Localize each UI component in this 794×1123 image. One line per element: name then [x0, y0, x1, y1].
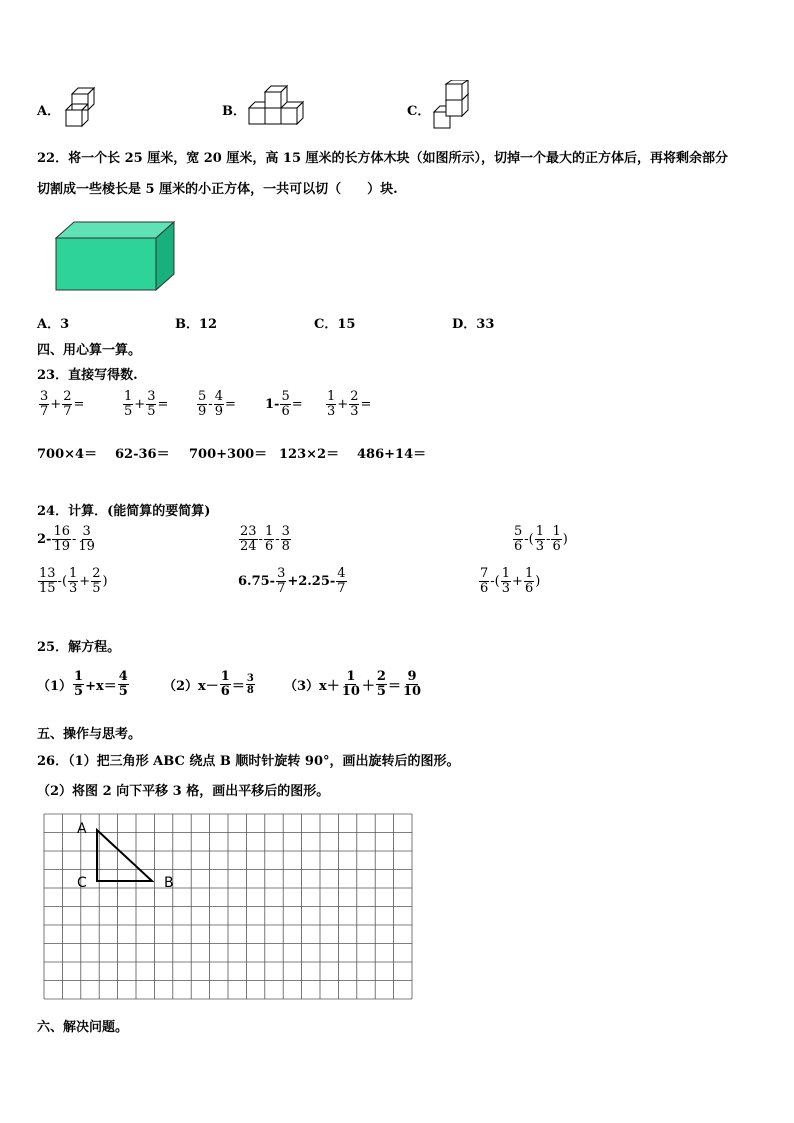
- q23-calc-5: 486+14＝: [357, 447, 427, 462]
- q25-title: 25．解方程。: [37, 640, 121, 655]
- label-c: C: [77, 875, 87, 891]
- q23-expr-5: $\frac{1}{3}$ + $\frac{2}{3}$ =: [327, 389, 372, 419]
- triangle-abc: [97, 830, 152, 881]
- numerator: 3: [40, 389, 49, 404]
- section5-heading: 五、操作与思考。: [37, 727, 142, 742]
- q23-title: 23．直接写得数.: [37, 368, 138, 383]
- q21-option-a: A．: [37, 104, 61, 119]
- q21-option-b: B．: [222, 104, 246, 119]
- q25-equation-3: （3）x＋ $\frac{1}{10}$ ＋ $\frac{2}{5}$ ＝ $\frac{9}{10}$: [284, 669, 422, 699]
- q24-expr-4: $\frac{13}{15}$ -( $\frac{1}{3}$ + $\frac{2}{5}$ ): [39, 566, 108, 596]
- numerator: 2: [63, 389, 72, 404]
- q21-figure-b: [245, 82, 307, 132]
- section6-heading: 六、解决问题。: [37, 1020, 129, 1035]
- equals-sign: =: [73, 397, 85, 412]
- denominator: 7: [40, 404, 49, 419]
- square-grid: [40, 810, 420, 1004]
- q25-equation-2: （2）x－ $\frac{1}{6}$ ＝ $\frac{3}{8}$: [163, 669, 254, 699]
- q26-text-line1: 26．（1）把三角形 ABC 绕点 B 顺时针旋转 90°，画出旋转后的图形。: [37, 754, 460, 769]
- q23-expr-3: $\frac{5}{9}$ - $\frac{4}{9}$ =: [198, 389, 236, 419]
- q26-text-line2: （2）将图 2 向下平移 3 格，画出平移后的图形。: [37, 784, 330, 799]
- q23-calc-2: 62-36＝: [115, 447, 170, 462]
- q23-expr-4: 1- $\frac{5}{6}$ =: [265, 389, 303, 419]
- q22-option-b: B．12: [175, 317, 218, 332]
- q24-expr-6: $\frac{7}{6}$ -( $\frac{1}{3}$ + $\frac{1}{6}$ ): [480, 566, 541, 596]
- q23-calc-4: 123×2＝: [279, 447, 340, 462]
- q24-expr-2: $\frac{23}{24}$ - $\frac{1}{6}$ - $\frac{3}{8}$: [240, 524, 290, 554]
- q21-figure-c: [430, 80, 474, 134]
- q23-expr-1: [38, 390, 84, 419]
- cuboid-figure: [52, 220, 178, 294]
- q24-expr-3: $\frac{5}{6}$ -( $\frac{1}{3}$ - $\frac{1}{6}$ ): [514, 524, 568, 554]
- q21-option-c: C．: [407, 104, 431, 119]
- q23-calc-1: 700×4＝: [37, 447, 98, 462]
- q23-calc-3: 700+300＝: [189, 447, 268, 462]
- operator: +: [50, 397, 62, 412]
- q21-figure-a: [60, 82, 100, 132]
- denominator: 7: [63, 404, 72, 419]
- label-b: B: [164, 875, 174, 891]
- q24-expr-5: 6.75- $\frac{3}{7}$ +2.25- $\frac{4}{7}$: [238, 566, 346, 596]
- q23-expr-2: $\frac{1}{5}$ + $\frac{3}{5}$ =: [124, 389, 169, 419]
- q25-equation-1: （1） $\frac{1}{5}$ +x＝ $\frac{4}{5}$: [37, 669, 128, 699]
- q22-text-line2: 切割成一些棱长是 5 厘米的小正方体，一共可以切（ ）块.: [37, 182, 398, 197]
- q22-option-c: C．15: [314, 317, 356, 332]
- q22-option-a: A．3: [37, 317, 70, 332]
- section4-heading: 四、用心算一算。: [37, 343, 142, 358]
- q22-option-d: D．33: [452, 317, 495, 332]
- label-a: A: [77, 821, 87, 837]
- q22-text-line1: 22．将一个长 25 厘米，宽 20 厘米，高 15 厘米的长方体木块（如图所示），切掉一个最大的正方体后，再将剩余部分: [37, 151, 729, 166]
- q24-title: 24．计算．(能简算的要简算): [37, 504, 211, 519]
- q24-expr-1: 2- $\frac{16}{19}$ - $\frac{3}{19}$: [37, 524, 95, 554]
